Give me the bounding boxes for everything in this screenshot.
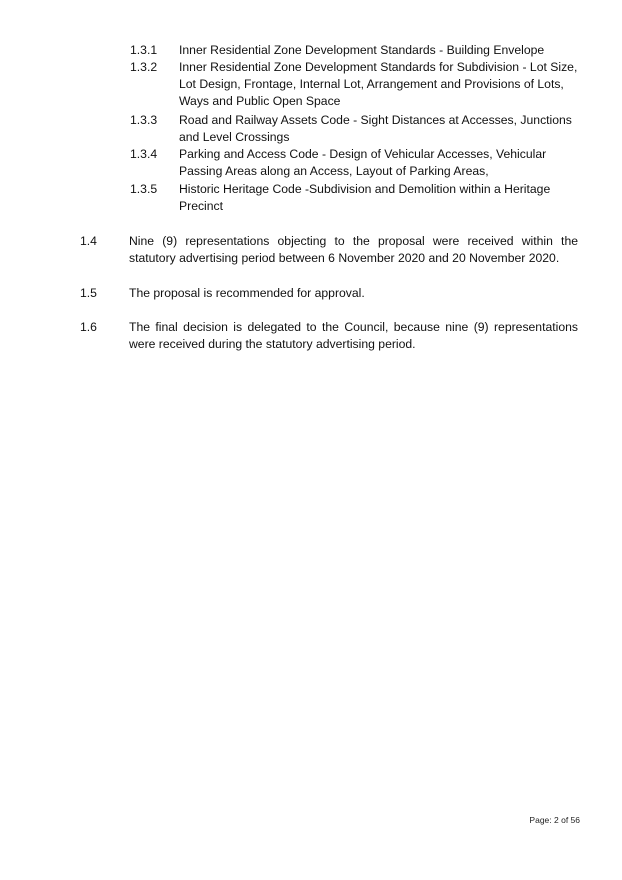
- list-item-1-3-5: [130, 181, 580, 215]
- page-number-footer: Page: 2 of 56: [529, 815, 580, 825]
- paragraph-number: 1.4: [80, 234, 97, 248]
- list-item-text: Inner Residential Zone Development Standards - Building Envelope: [179, 43, 545, 57]
- paragraph-text: The proposal is recommended for approval.: [129, 286, 365, 300]
- list-item-text: Inner Residential Zone Development Standards for Subdivision - Lot Size, Lot Design, Frontage, Internal Lot, Arrangement and Provisions of Lots, Ways and Public Open Space: [179, 60, 578, 108]
- list-item-text: Parking and Access Code - Design of Vehicular Accesses, Vehicular Passing Areas along an Access, Layout of Parking Areas,: [179, 147, 547, 178]
- paragraph-text: Nine (9) representations objecting to the proposal were received within the statutory advertising period between 6 November 2020 and 20 November 2020.: [129, 234, 578, 265]
- list-item-number: 1.3.3: [130, 113, 158, 127]
- paragraph-number: 1.5: [80, 286, 97, 300]
- paragraph-text: The final decision is delegated to the Council, because nine (9) representations were received during the statutory advertising period.: [129, 320, 578, 351]
- list-item-1-3-1: [130, 42, 580, 59]
- list-item-1-3-2: [130, 59, 580, 110]
- list-item-1-3-4: [130, 146, 580, 180]
- list-item-1-3-3: [130, 112, 580, 146]
- list-item-number: 1.3.5: [130, 182, 158, 196]
- list-item-number: 1.3.4: [130, 147, 158, 161]
- list-item-number: 1.3.2: [130, 60, 158, 74]
- paragraph-number: 1.6: [80, 320, 97, 334]
- paragraph-1-6: [80, 319, 580, 353]
- paragraph-1-4: [80, 233, 580, 267]
- list-item-text: Historic Heritage Code -Subdivision and Demolition within a Heritage Precinct: [179, 182, 551, 213]
- list-item-text: Road and Railway Assets Code - Sight Distances at Accesses, Junctions and Level Crossings: [179, 113, 572, 144]
- paragraph-1-5: [80, 285, 580, 302]
- list-item-number: 1.3.1: [130, 43, 158, 57]
